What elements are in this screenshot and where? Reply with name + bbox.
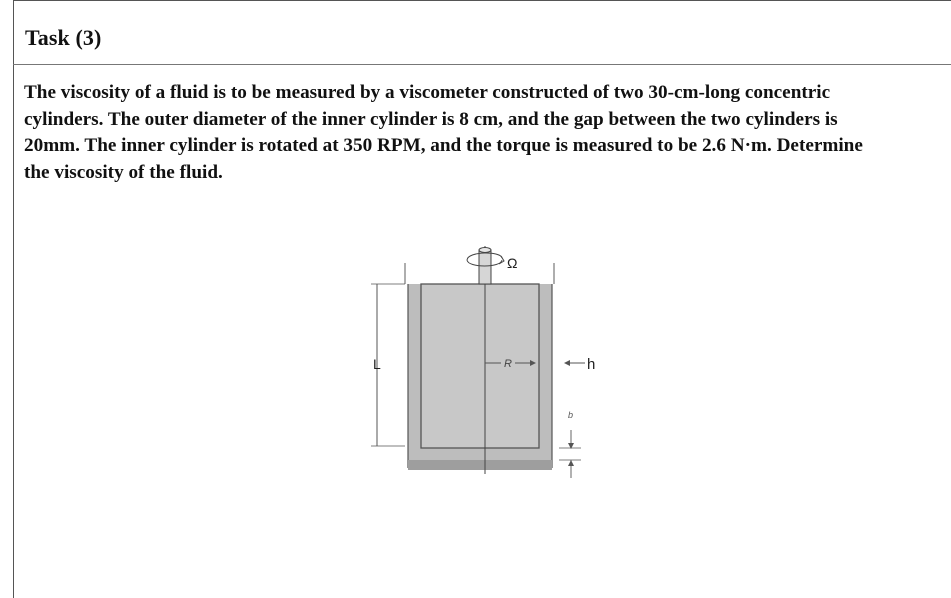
shaft (479, 250, 491, 284)
top-border (13, 0, 951, 1)
gap-arrowhead (564, 360, 570, 366)
viscometer-diagram (355, 238, 615, 488)
bottom-gap-label: b (568, 410, 574, 420)
cup-bottom (408, 460, 552, 470)
problem-line: the viscosity of the fluid. (24, 161, 223, 183)
problem-statement (24, 80, 949, 186)
problem-line: cylinders. The outer diameter of the inner cylinder is 8 cm, and the gap between the two cylinders is (24, 108, 838, 130)
task-title: Task (3) (25, 25, 102, 50)
title-divider (13, 64, 951, 65)
radius-label: R (504, 358, 512, 370)
omega-label: Ω (507, 255, 518, 271)
shaft-top (479, 248, 491, 253)
gap-label: h (587, 356, 596, 373)
bottom-gap-arrowhead-up (568, 460, 574, 466)
left-border (13, 0, 14, 598)
inner-cylinder (421, 284, 539, 448)
problem-line: The viscosity of a fluid is to be measured by a viscometer constructed of two 30-cm-long concentric (24, 82, 831, 103)
length-label: L (373, 356, 381, 372)
problem-line: 20mm. The inner cylinder is rotated at 350 RPM, and the torque is measured to be 2.6 N·m. Determine (24, 135, 863, 156)
